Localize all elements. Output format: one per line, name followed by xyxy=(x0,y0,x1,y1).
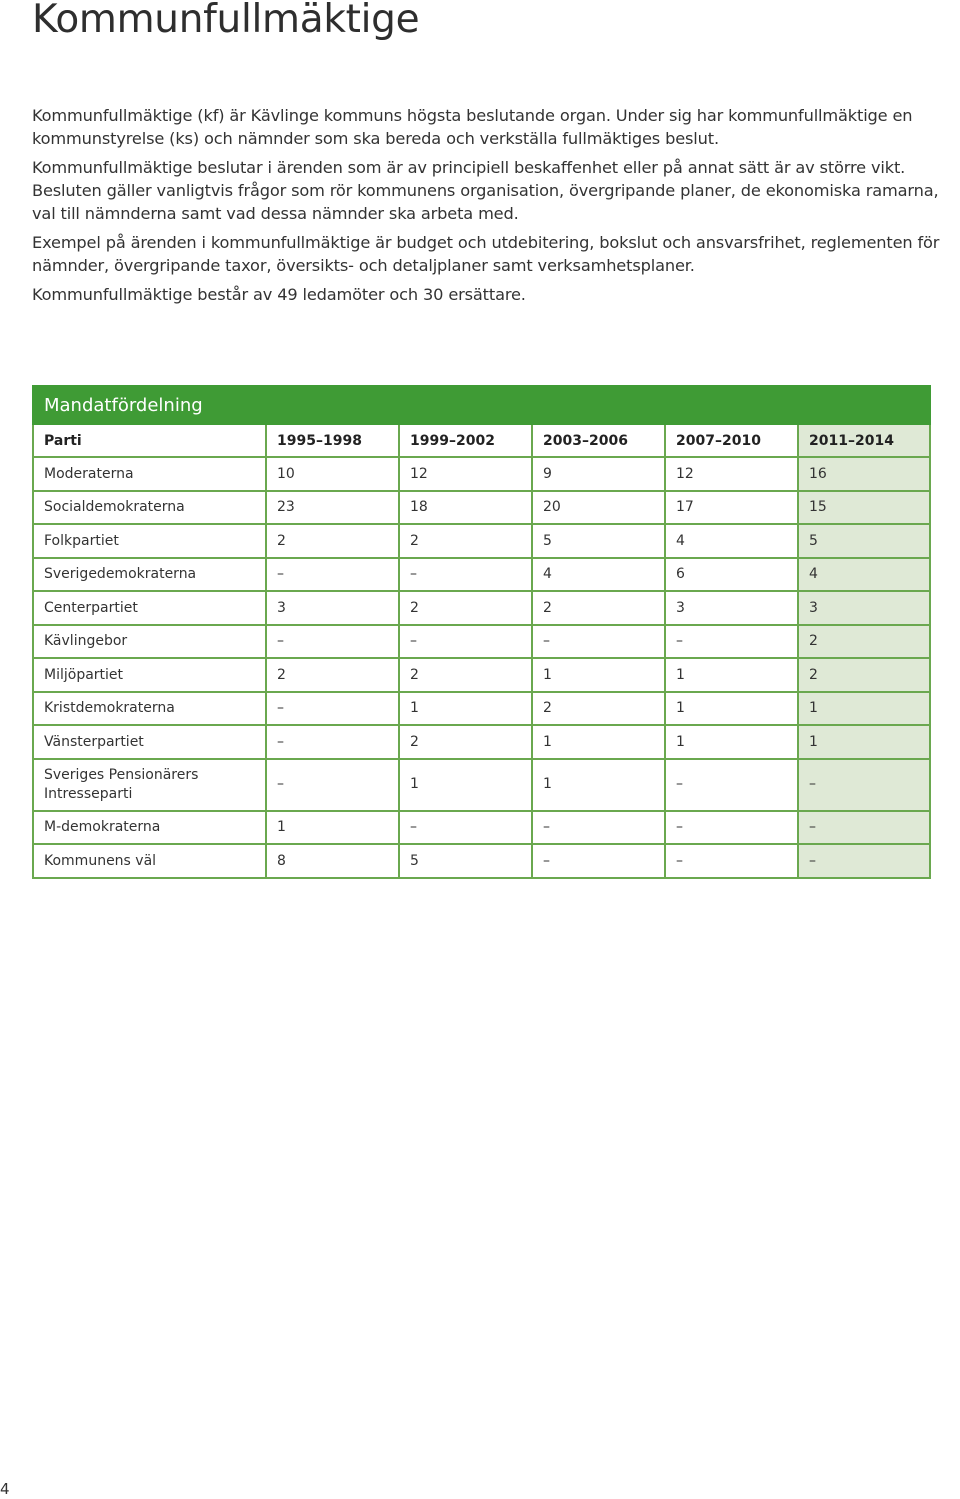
seat-count-cell: 2 xyxy=(399,524,532,558)
seat-count-cell: 1 xyxy=(532,725,665,759)
table-row xyxy=(33,524,930,558)
seat-count-cell: 9 xyxy=(532,457,665,491)
seat-count-cell: – xyxy=(399,811,532,845)
seat-count-cell: 15 xyxy=(798,491,930,525)
seat-count-cell: – xyxy=(798,759,930,811)
table-row xyxy=(33,558,930,592)
seat-count-cell: – xyxy=(798,811,930,845)
table-row xyxy=(33,658,930,692)
seat-count-cell: 3 xyxy=(266,591,399,625)
seat-count-cell: 4 xyxy=(798,558,930,592)
seat-count-cell: 1 xyxy=(399,759,532,811)
party-name-cell: Kävlingebor xyxy=(33,625,266,659)
mandate-table xyxy=(32,385,931,879)
seat-count-cell: – xyxy=(266,558,399,592)
party-name-cell: M-demokraterna xyxy=(33,811,266,845)
seat-count-cell: – xyxy=(266,625,399,659)
seat-count-cell: 23 xyxy=(266,491,399,525)
seat-count-cell: – xyxy=(798,844,930,878)
seat-count-cell: 2 xyxy=(532,692,665,726)
seat-count-cell: 1 xyxy=(665,692,798,726)
seat-count-cell: 2 xyxy=(532,591,665,625)
table-row xyxy=(33,591,930,625)
party-name-cell: Folkpartiet xyxy=(33,524,266,558)
seat-count-cell: 5 xyxy=(532,524,665,558)
seat-count-cell: 4 xyxy=(532,558,665,592)
column-header: 2011–2014 xyxy=(798,424,930,457)
intro-paragraph: Kommunfullmäktige (kf) är Kävlinge kommuns högsta beslutande organ. Under sig har kommunfullmäktige en kommunstyrelse (ks) och nämnder som ska bereda och verkställa fullmäktiges beslut. xyxy=(32,106,913,148)
seat-count-cell: 16 xyxy=(798,457,930,491)
table-row xyxy=(33,844,930,878)
seat-count-cell: – xyxy=(665,625,798,659)
table-row xyxy=(33,457,930,491)
page-title: Kommunfullmäktige xyxy=(32,0,420,42)
seat-count-cell: 1 xyxy=(266,811,399,845)
seat-count-cell: 1 xyxy=(532,759,665,811)
seat-count-cell: – xyxy=(665,844,798,878)
seat-count-cell: 1 xyxy=(798,692,930,726)
seat-count-cell: 12 xyxy=(665,457,798,491)
seat-count-cell: 2 xyxy=(399,591,532,625)
seat-count-cell: – xyxy=(399,558,532,592)
table-body xyxy=(33,457,930,878)
table-row xyxy=(33,759,930,811)
intro-paragraph: Exempel på ärenden i kommunfullmäktige är budget och utdebitering, bokslut och ansvarsfrihet, reglementen för nämnder, övergripande taxor, översikts- och detaljplaner samt verksamhetsplaner. xyxy=(32,233,940,275)
table-row xyxy=(33,692,930,726)
seat-count-cell: – xyxy=(266,725,399,759)
seat-count-cell: 17 xyxy=(665,491,798,525)
seat-count-cell: 1 xyxy=(665,725,798,759)
seat-count-cell: – xyxy=(266,692,399,726)
page-number: 4 xyxy=(0,1480,10,1498)
seat-count-cell: 2 xyxy=(266,658,399,692)
seat-count-cell: – xyxy=(665,811,798,845)
seat-count-cell: 3 xyxy=(798,591,930,625)
seat-count-cell: – xyxy=(665,759,798,811)
party-name-cell: Miljöpartiet xyxy=(33,658,266,692)
party-name-cell: Kristdemokraterna xyxy=(33,692,266,726)
seat-count-cell: – xyxy=(399,625,532,659)
column-header: 2007–2010 xyxy=(665,424,798,457)
party-name-cell: Kommunens väl xyxy=(33,844,266,878)
table-row xyxy=(33,625,930,659)
party-name-cell: Centerpartiet xyxy=(33,591,266,625)
seat-count-cell: 1 xyxy=(399,692,532,726)
seat-count-cell: 2 xyxy=(798,658,930,692)
seat-count-cell: 6 xyxy=(665,558,798,592)
column-header: 2003–2006 xyxy=(532,424,665,457)
seat-count-cell: 20 xyxy=(532,491,665,525)
column-header: 1999–2002 xyxy=(399,424,532,457)
table-row xyxy=(33,725,930,759)
party-name-cell: Moderaterna xyxy=(33,457,266,491)
table-row xyxy=(33,491,930,525)
seat-count-cell: – xyxy=(266,759,399,811)
table-row xyxy=(33,811,930,845)
intro-paragraph: Kommunfullmäktige beslutar i ärenden som är av principiell beskaffenhet eller på annat sätt är av större vikt. Besluten gäller vanligtvis frågor som rör kommunens organisation, övergripande planer, de ekonomiska ramarna, val till nämnderna samt vad dessa nämnder ska arbeta med. xyxy=(32,158,939,223)
seat-count-cell: 5 xyxy=(399,844,532,878)
party-name-cell: Vänsterpartiet xyxy=(33,725,266,759)
seat-count-cell: 2 xyxy=(399,658,532,692)
intro-paragraph: Kommunfullmäktige består av 49 ledamöter och 30 ersättare. xyxy=(32,285,526,304)
seat-count-cell: – xyxy=(532,625,665,659)
seat-count-cell: 5 xyxy=(798,524,930,558)
party-name-cell: Sveriges Pensionärers Intresseparti xyxy=(33,759,266,811)
table-header-row xyxy=(33,424,930,457)
seat-count-cell: 18 xyxy=(399,491,532,525)
seat-count-cell: 3 xyxy=(665,591,798,625)
seat-count-cell: 2 xyxy=(266,524,399,558)
seat-count-cell: 8 xyxy=(266,844,399,878)
seat-count-cell: 1 xyxy=(532,658,665,692)
seat-count-cell: 10 xyxy=(266,457,399,491)
seat-count-cell: 12 xyxy=(399,457,532,491)
table-caption: Mandatfördelning xyxy=(33,386,930,424)
seat-count-cell: – xyxy=(532,811,665,845)
seat-count-cell: – xyxy=(532,844,665,878)
party-name-cell: Sverigedemokraterna xyxy=(33,558,266,592)
seat-count-cell: 1 xyxy=(665,658,798,692)
seat-count-cell: 1 xyxy=(798,725,930,759)
intro-text xyxy=(32,104,960,316)
party-name-cell: Socialdemokraterna xyxy=(33,491,266,525)
column-header: 1995–1998 xyxy=(266,424,399,457)
seat-count-cell: 4 xyxy=(665,524,798,558)
seat-count-cell: 2 xyxy=(399,725,532,759)
seat-count-cell: 2 xyxy=(798,625,930,659)
column-header: Parti xyxy=(33,424,266,457)
